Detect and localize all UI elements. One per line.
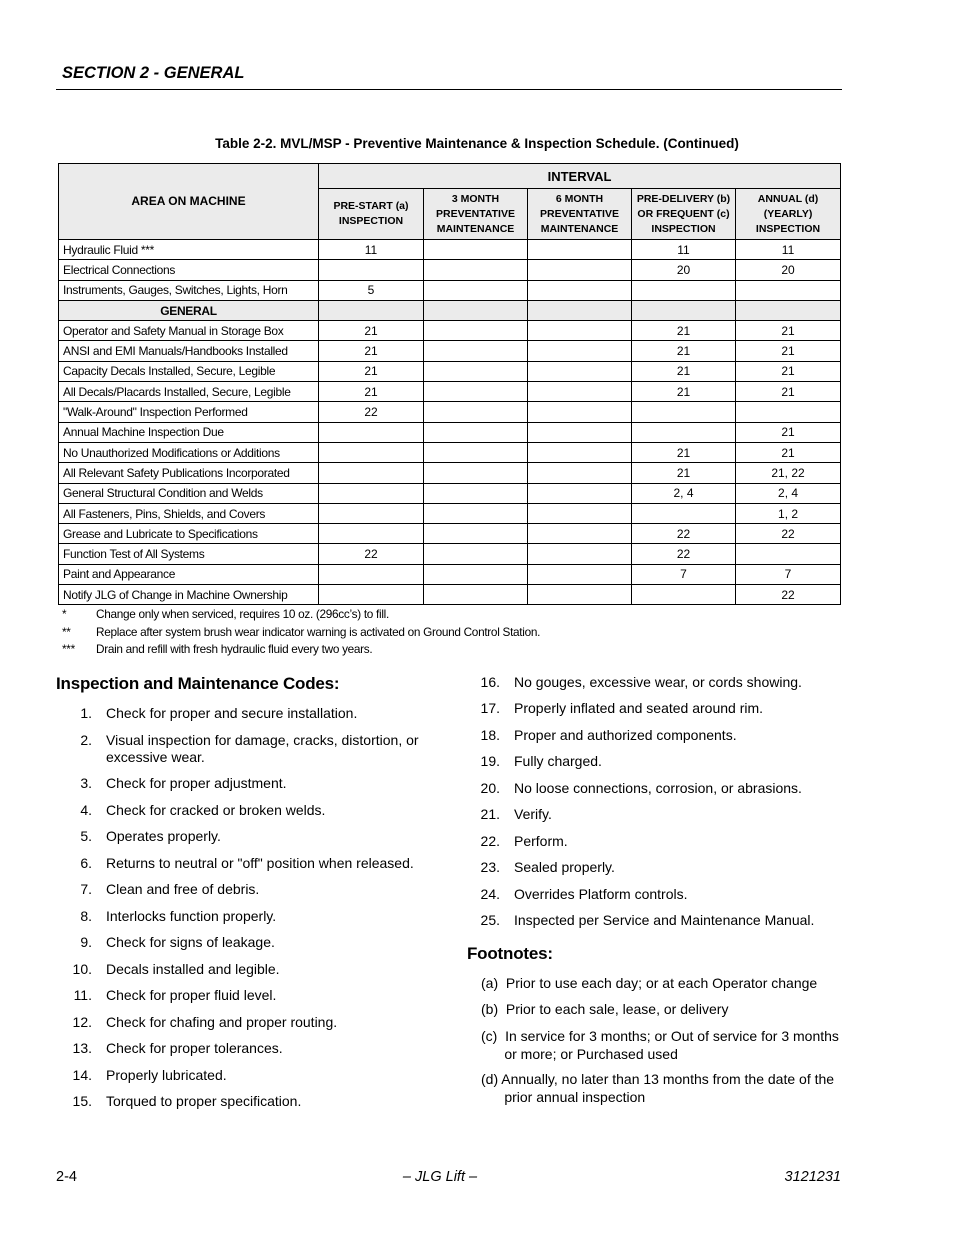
cell-value: 21 [736, 341, 841, 361]
cell-value: 11 [632, 240, 736, 260]
cell-value [528, 402, 632, 422]
cell-value: 21 [319, 361, 424, 381]
footnote [481, 1001, 728, 1019]
cell-value [528, 260, 632, 280]
table-row [59, 463, 841, 483]
cell-value [528, 564, 632, 584]
code-text: Properly inflated and seated around rim. [514, 700, 764, 716]
code-number: 11. [73, 987, 92, 1003]
code-number: 13. [72, 1040, 92, 1056]
table-row [59, 503, 841, 523]
code-number: 19. [480, 753, 500, 769]
column-header-line: 6 MONTH [555, 192, 604, 205]
column-header-line: PREVENTATIVE [540, 207, 619, 220]
code-text: Check for proper fluid level. [106, 987, 277, 1003]
code-number: 16. [480, 674, 500, 690]
table-row [59, 524, 841, 544]
cell-value [528, 422, 632, 442]
footnote-line: (c) In service for 3 months; or Out of service for 3 months [481, 1028, 839, 1044]
cell-value [528, 280, 632, 300]
cell-value [632, 422, 736, 442]
table-row [59, 442, 841, 462]
table-row [59, 341, 841, 361]
cell-value: 20 [632, 260, 736, 280]
code-text: Returns to neutral or "off" position when released. [106, 855, 414, 871]
cell-value [424, 321, 528, 341]
cell-value [736, 280, 841, 300]
cell-value [424, 240, 528, 260]
note-mark: ** [62, 624, 71, 639]
code-number: 3. [80, 775, 92, 791]
row-label: Instruments, Gauges, Switches, Lights, Horn [59, 280, 319, 300]
footnotes-heading: Footnotes: [467, 944, 553, 963]
code-text: Sealed properly. [514, 859, 615, 875]
code-number: 2. [80, 732, 92, 748]
note-text: Replace after system brush wear indicator warning is activated on Ground Control Station. [96, 624, 541, 639]
cell-value [424, 402, 528, 422]
cell-value [528, 321, 632, 341]
cell-value [528, 544, 632, 564]
row-label: Hydraulic Fluid *** [59, 240, 319, 260]
cell-value [528, 240, 632, 260]
cell-value [424, 382, 528, 402]
cell-value [528, 483, 632, 503]
code-text: Check for chafing and proper routing. [106, 1014, 338, 1030]
table-row [59, 260, 841, 280]
cell-value: 2, 4 [736, 483, 841, 503]
code-text: Properly lubricated. [106, 1067, 227, 1083]
cell-value: 21 [736, 321, 841, 341]
row-label: Function Test of All Systems [59, 544, 319, 564]
code-number: 8. [80, 908, 92, 924]
cell-value [632, 585, 736, 605]
cell-value [424, 442, 528, 462]
row-label: GENERAL [59, 300, 319, 320]
column-header [528, 189, 632, 240]
cell-value: 2, 4 [632, 483, 736, 503]
code-number: 24. [480, 886, 500, 902]
row-label: Annual Machine Inspection Due [59, 422, 319, 442]
cell-value [632, 280, 736, 300]
note-mark: * [62, 607, 67, 621]
cell-value [528, 585, 632, 605]
cell-value: 11 [736, 240, 841, 260]
cell-value [319, 524, 424, 544]
column-header-line: PRE-START (a) [333, 200, 409, 212]
cell-value [632, 300, 736, 320]
cell-value [632, 503, 736, 523]
code-number: 5. [80, 828, 92, 844]
cell-value: 22 [319, 402, 424, 422]
table-row [59, 240, 841, 260]
row-label: Paint and Appearance [59, 564, 319, 584]
code-text: No gouges, excessive wear, or cords showing. [514, 674, 802, 690]
footnote-line: (b) Prior to each sale, lease, or delivery [481, 1001, 729, 1017]
cell-value: 20 [736, 260, 841, 280]
cell-value: 1, 2 [736, 503, 841, 523]
cell-value [319, 442, 424, 462]
row-label: "Walk-Around" Inspection Performed [59, 402, 319, 422]
cell-value: 21 [319, 341, 424, 361]
table-row [59, 585, 841, 605]
column-header-line: (YEARLY) [763, 207, 813, 220]
code-number: 6. [80, 855, 92, 871]
group-row [59, 300, 841, 320]
note-text: Drain and refill with fresh hydraulic fluid every two years. [96, 642, 373, 656]
cell-value [424, 564, 528, 584]
cell-value: 21 [632, 382, 736, 402]
cell-value: 5 [319, 280, 424, 300]
table-row [59, 361, 841, 381]
row-label: All Relevant Safety Publications Incorporated [59, 463, 319, 483]
cell-value [319, 422, 424, 442]
code-number: 21. [480, 806, 500, 822]
cell-value [424, 422, 528, 442]
cell-value [528, 442, 632, 462]
column-header-line: INSPECTION [651, 222, 716, 235]
footer-brand: – JLG Lift – [402, 1169, 478, 1185]
table-row [59, 382, 841, 402]
footnote-line: (d) Annually, no later than 13 months from the date of the [481, 1071, 835, 1087]
code-text: Verify. [514, 806, 552, 822]
codes-heading: Inspection and Maintenance Codes: [56, 674, 340, 693]
cell-value [424, 524, 528, 544]
code-number: 20. [480, 780, 500, 796]
code-text: Check for signs of leakage. [106, 934, 275, 950]
code-number: 15. [72, 1093, 92, 1109]
cell-value [528, 503, 632, 523]
cell-value: 21 [736, 422, 841, 442]
row-label: General Structural Condition and Welds [59, 483, 319, 503]
table-row [59, 280, 841, 300]
code-number: 4. [80, 802, 92, 818]
row-label: Notify JLG of Change in Machine Ownership [59, 585, 319, 605]
area-header: AREA ON MACHINE [59, 164, 319, 240]
row-label: ANSI and EMI Manuals/Handbooks Installed [59, 341, 319, 361]
cell-value [632, 402, 736, 422]
cell-value: 21 [319, 321, 424, 341]
cell-value [736, 544, 841, 564]
cell-value [528, 463, 632, 483]
code-text: Torqued to proper specification. [106, 1093, 302, 1109]
cell-value: 21 [632, 361, 736, 381]
interval-header: INTERVAL [319, 164, 841, 189]
code-text: No loose connections, corrosion, or abrasions. [514, 780, 802, 796]
cell-value [424, 341, 528, 361]
cell-value [424, 503, 528, 523]
cell-value [424, 463, 528, 483]
code-number: 17. [480, 700, 500, 716]
column-header-line: ANNUAL (d) [757, 192, 819, 205]
table-row [59, 402, 841, 422]
cell-value [319, 483, 424, 503]
table-row [59, 422, 841, 442]
document-number: 3121231 [784, 1169, 841, 1185]
cell-value [319, 503, 424, 523]
cell-value [319, 463, 424, 483]
column-header [632, 189, 736, 240]
cell-value [528, 382, 632, 402]
row-label: Capacity Decals Installed, Secure, Legible [59, 361, 319, 381]
table-row [59, 321, 841, 341]
cell-value [528, 524, 632, 544]
column-header-line: OR FREQUENT (c) [637, 207, 730, 220]
cell-value [528, 361, 632, 381]
cell-value [736, 402, 841, 422]
table-row [59, 564, 841, 584]
column-header-line: PREVENTATIVE [436, 207, 515, 220]
column-header-line: 3 MONTH [451, 192, 500, 205]
cell-value [424, 483, 528, 503]
column-header-line: PRE-DELIVERY (b) [636, 192, 731, 205]
cell-value [424, 280, 528, 300]
row-label: Operator and Safety Manual in Storage Box [59, 321, 319, 341]
section-title: SECTION 2 - GENERAL [62, 64, 245, 82]
cell-value [424, 585, 528, 605]
cell-value: 21 [736, 382, 841, 402]
cell-value: 11 [319, 240, 424, 260]
column-header-line: INSPECTION [755, 222, 821, 235]
code-text: Overrides Platform controls. [514, 886, 688, 902]
cell-value: 22 [632, 544, 736, 564]
footnote [481, 1028, 839, 1063]
cell-value: 21 [736, 361, 841, 381]
code-text: Inspected per Service and Maintenance Manual. [514, 912, 815, 928]
cell-value [424, 260, 528, 280]
cell-value [319, 585, 424, 605]
code-number: 1. [80, 705, 92, 721]
code-text: Check for proper and secure installation. [106, 705, 358, 721]
footnote [481, 1071, 834, 1106]
code-text: Check for cracked or broken welds. [106, 802, 326, 818]
note-mark: *** [62, 642, 75, 656]
row-label: Grease and Lubricate to Specifications [59, 524, 319, 544]
cell-value [424, 361, 528, 381]
code-text: Fully charged. [514, 753, 602, 769]
footnote-line: (a) Prior to use each day; or at each Operator change [481, 975, 818, 991]
cell-value: 21 [319, 382, 424, 402]
code-text: Proper and authorized components. [514, 727, 737, 743]
row-label: All Decals/Placards Installed, Secure, Legible [59, 382, 319, 402]
cell-value: 21 [736, 442, 841, 462]
section-rule [56, 89, 842, 90]
code-text: Check for proper tolerances. [106, 1040, 283, 1056]
column-header-line: MAINTENANCE [540, 222, 619, 235]
column-header [319, 189, 424, 240]
code-text: Interlocks function properly. [106, 908, 277, 924]
cell-value [424, 300, 528, 320]
cell-value [736, 300, 841, 320]
code-number: 14. [72, 1067, 92, 1083]
code-text: Clean and free of debris. [106, 881, 260, 897]
code-text: Perform. [514, 833, 568, 849]
cell-value [319, 564, 424, 584]
code-text: Check for proper adjustment. [106, 775, 287, 791]
schedule-table [58, 163, 841, 605]
cell-value: 21, 22 [736, 463, 841, 483]
row-label: No Unauthorized Modifications or Additions [59, 442, 319, 462]
footnote-line: or more; or Purchased used [481, 1045, 678, 1062]
cell-value: 21 [632, 341, 736, 361]
cell-value: 22 [736, 585, 841, 605]
code-text: Operates properly. [106, 828, 221, 844]
cell-value: 22 [319, 544, 424, 564]
table-row [59, 483, 841, 503]
code-number: 25. [480, 912, 500, 928]
cell-value [424, 544, 528, 564]
code-number: 23. [480, 859, 500, 875]
cell-value: 21 [632, 321, 736, 341]
cell-value [319, 300, 424, 320]
cell-value: 21 [632, 442, 736, 462]
code-text: Decals installed and legible. [106, 961, 280, 977]
row-label: All Fasteners, Pins, Shields, and Covers [59, 503, 319, 523]
code-number: 18. [480, 727, 500, 743]
footnote [481, 975, 817, 993]
table-caption: Table 2-2. MVL/MSP - Preventive Maintenance & Inspection Schedule. (Continued) [215, 136, 739, 151]
row-label: Electrical Connections [59, 260, 319, 280]
page-number: 2-4 [56, 1169, 77, 1185]
code-number: 9. [80, 934, 92, 950]
table-row [59, 544, 841, 564]
column-header [736, 189, 841, 240]
cell-value: 7 [632, 564, 736, 584]
code-number: 7. [80, 881, 92, 897]
column-header [424, 189, 528, 240]
note-text: Change only when serviced, requires 10 oz. (296cc’s) to fill. [96, 607, 389, 621]
cell-value: 22 [632, 524, 736, 544]
cell-value [528, 300, 632, 320]
column-header-line: INSPECTION [338, 215, 404, 227]
cell-value [319, 260, 424, 280]
cell-value [528, 341, 632, 361]
column-header-line: MAINTENANCE [436, 222, 515, 235]
code-text: Visual inspection for damage, cracks, distortion, or excessive wear. [106, 732, 419, 765]
code-number: 22. [480, 833, 500, 849]
footnote-line: prior annual inspection [481, 1088, 646, 1105]
code-number: 10. [72, 961, 92, 977]
cell-value: 21 [632, 463, 736, 483]
code-number: 12. [72, 1014, 92, 1030]
cell-value: 22 [736, 524, 841, 544]
cell-value: 7 [736, 564, 841, 584]
